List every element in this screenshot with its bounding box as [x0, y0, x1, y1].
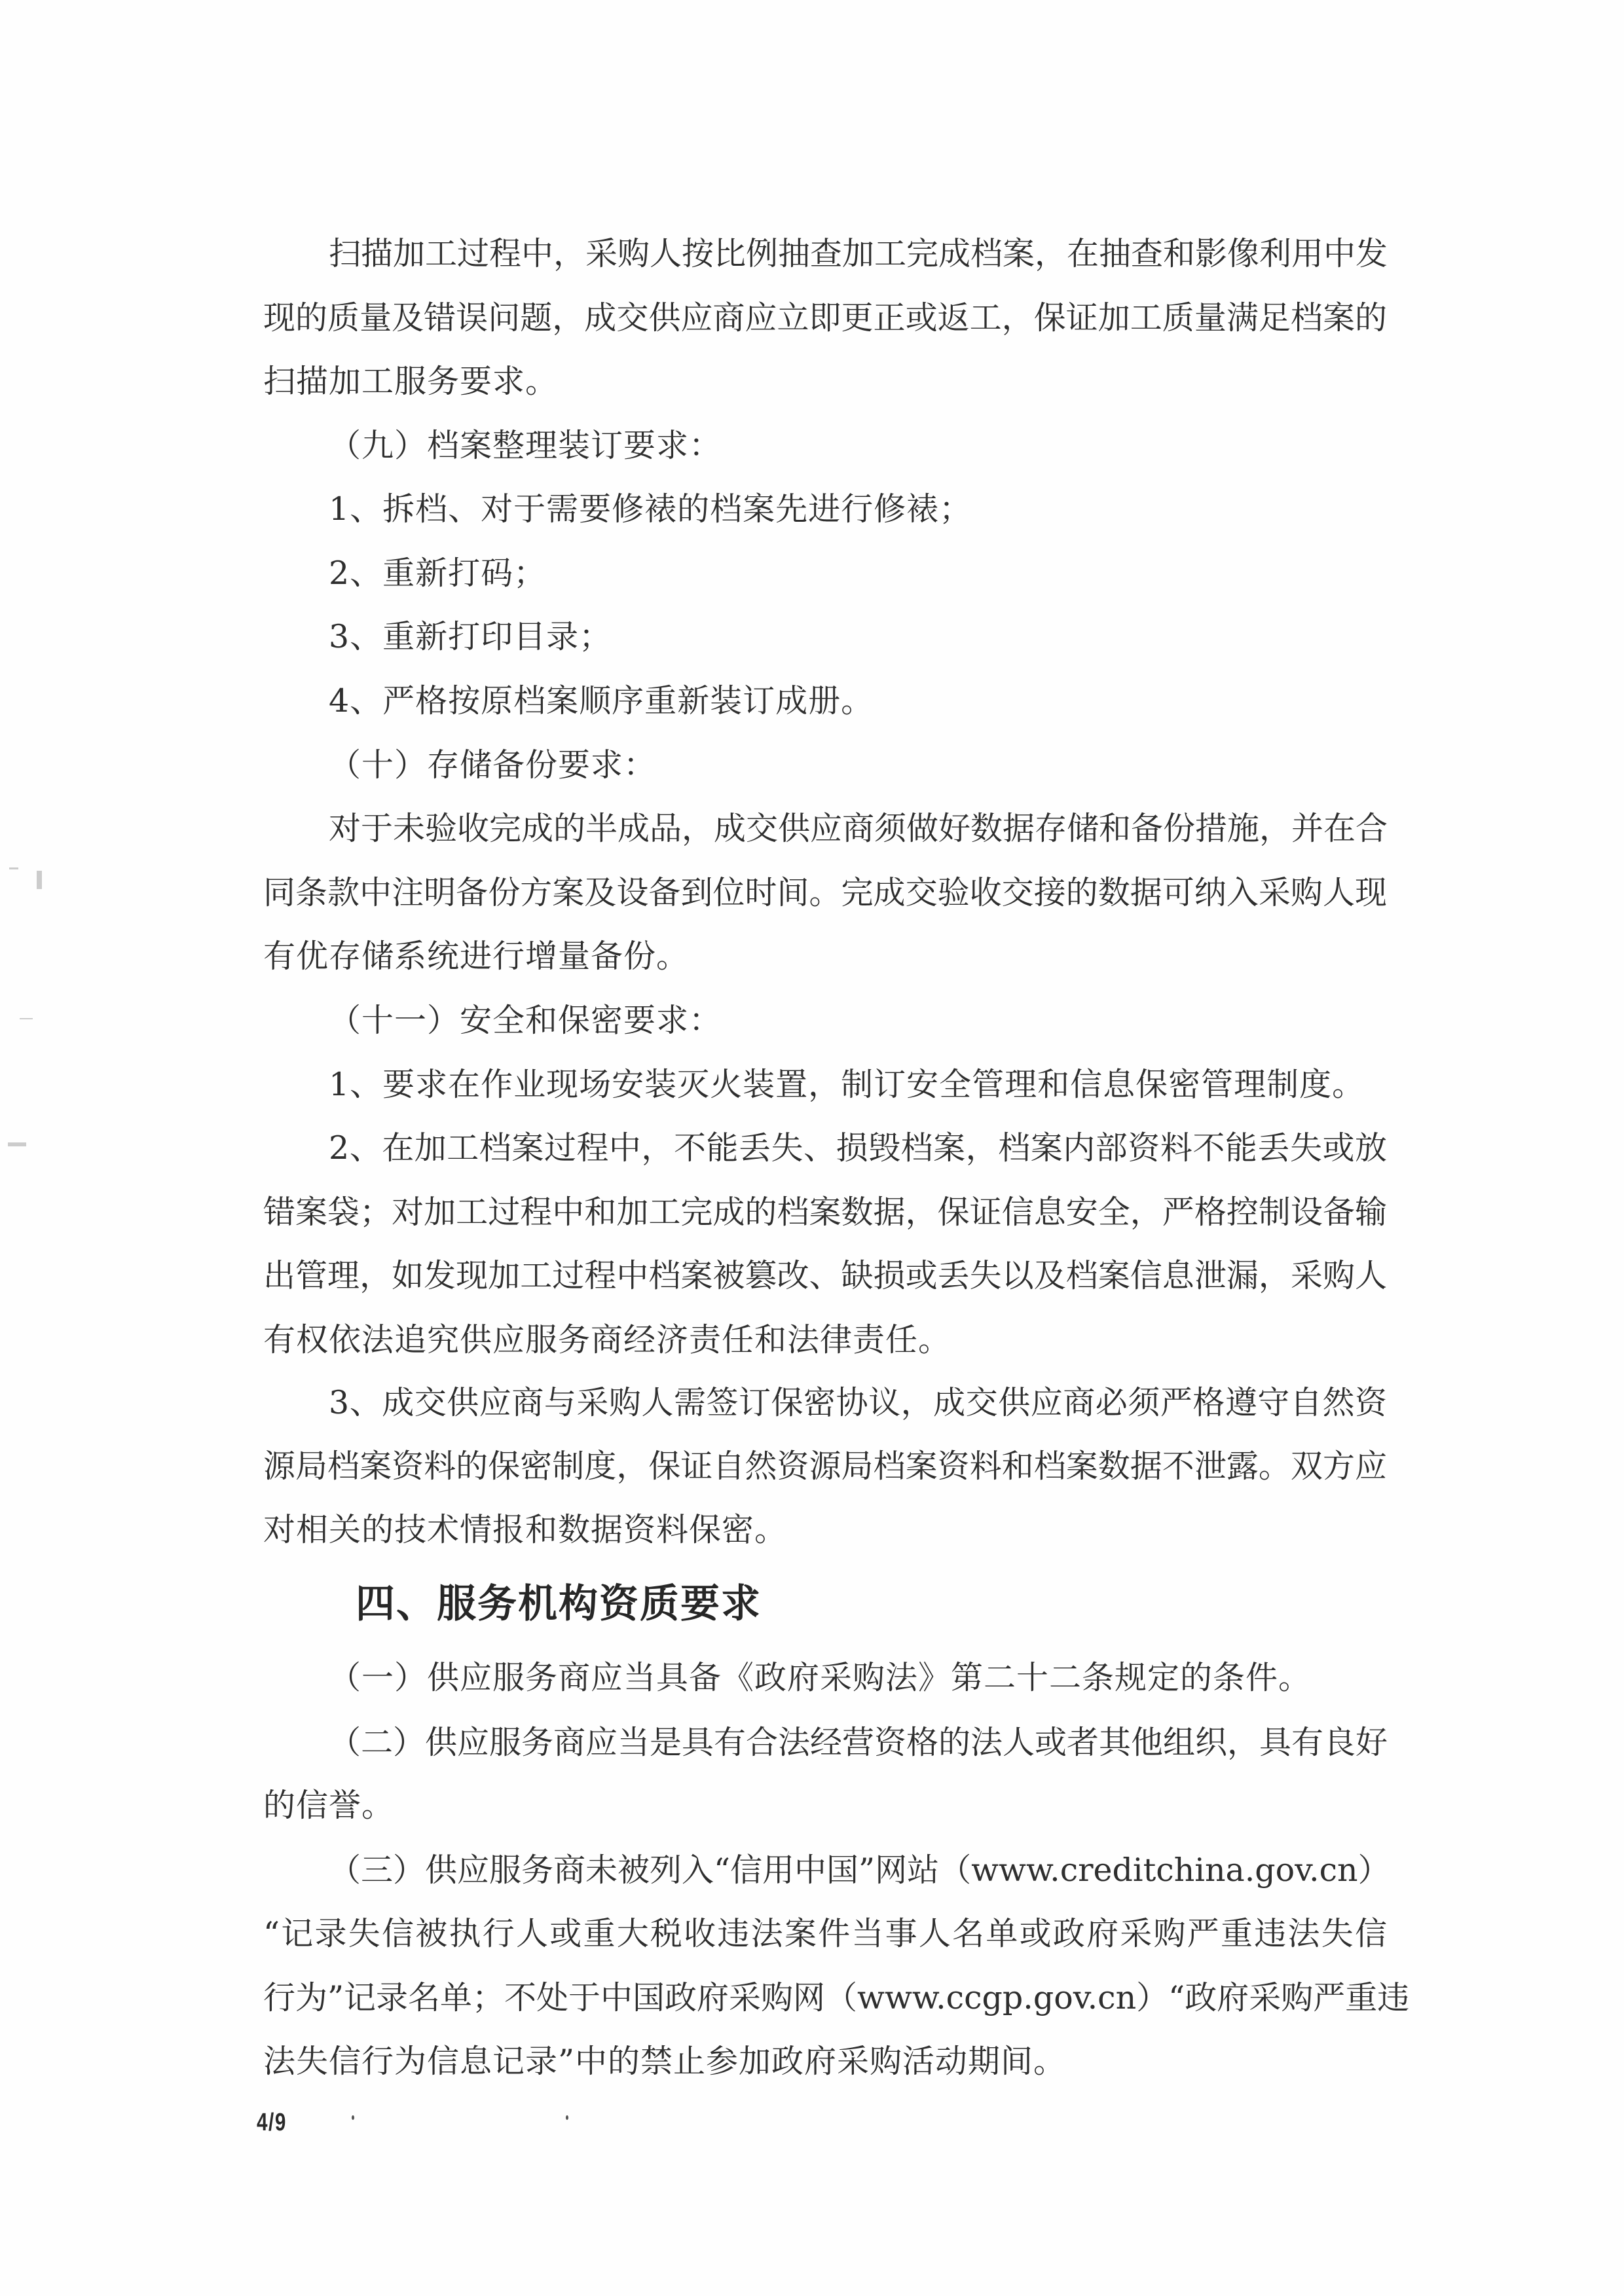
chapter-4-item-3-line-1: （三）供应服务商未被列入“信用中国”网站（www.creditchina.gov.cn） — [329, 1851, 1390, 1889]
chapter-4-item-3-line-2: “记录失信被执行人或重大税收违法案件当事人名单或政府采购严重违法失信 — [263, 1915, 1387, 1952]
section-11-title: （十一）安全和保密要求： — [329, 1002, 722, 1039]
chapter-4-heading: 四、服务机构资质要求 — [356, 1581, 762, 1627]
section-9-item-3: 3、重新打印目录； — [329, 618, 612, 655]
section-10-line-1: 对于未验收完成的半成品，成交供应商须做好数据存储和备份措施，并在合 — [329, 810, 1388, 847]
section-11-item-2-line-4: 有权依法追究供应服务商经济责任和法律责任。 — [263, 1321, 951, 1358]
section-10-title: （十）存储备份要求： — [329, 746, 657, 784]
section-10-line-3: 有优存储系统进行增量备份。 — [263, 938, 690, 975]
scan-smudge — [9, 867, 18, 869]
scan-smudge — [8, 1142, 26, 1146]
scan-smudge — [37, 871, 42, 889]
section-11-item-2-line-1: 2、在加工档案过程中，不能丢失、损毁档案，档案内部资料不能丢失或放 — [329, 1129, 1387, 1167]
scan-speck — [566, 2115, 568, 2120]
chapter-4-item-3-line-4: 法失信行为信息记录”中的禁止参加政府采购活动期间。 — [263, 2043, 1067, 2080]
section-11-item-1: 1、要求在作业现场安装灭火装置，制订安全管理和信息保密管理制度。 — [329, 1066, 1365, 1103]
section-11-item-3-line-1: 3、成交供应商与采购人需签订保密协议，成交供应商必须严格遵守自然资 — [329, 1384, 1387, 1421]
chapter-4-item-2-line-1: （二）供应服务商应当是具有合法经营资格的法人或者其他组织，具有良好 — [329, 1724, 1388, 1761]
page-number: 4/9 — [257, 2109, 287, 2136]
paragraph-scan-check-line-2: 现的质量及错误问题，成交供应商应立即更正或返工，保证加工质量满足档案的 — [263, 299, 1387, 337]
section-9-item-2: 2、重新打码； — [329, 555, 547, 592]
chapter-4-item-1: （一）供应服务商应当具备《政府采购法》第二十二条规定的条件。 — [329, 1659, 1312, 1696]
section-11-item-2-line-2: 错案袋；对加工过程中和加工完成的档案数据，保证信息安全，严格控制设备输 — [263, 1194, 1387, 1231]
paragraph-scan-check-line-1: 扫描加工过程中，采购人按比例抽查加工完成档案，在抽查和影像利用中发 — [329, 235, 1388, 272]
section-9-title: （九）档案整理装订要求： — [329, 427, 722, 464]
section-9-item-1: 1、拆档、对于需要修裱的档案先进行修裱； — [329, 490, 972, 528]
section-10-line-2: 同条款中注明备份方案及设备到位时间。完成交验收交接的数据可纳入采购人现 — [263, 874, 1387, 911]
scan-speck — [352, 2115, 354, 2120]
chapter-4-item-3-line-3: 行为”记录名单；不处于中国政府采购网（www.ccgp.gov.cn）“政府采购严重违 — [263, 1979, 1410, 2016]
chapter-4-item-2-line-2: 的信誉。 — [263, 1787, 395, 1824]
scan-smudge — [20, 1018, 33, 1019]
section-11-item-3-line-2: 源局档案资料的保密制度，保证自然资源局档案资料和档案数据不泄露。双方应 — [263, 1448, 1387, 1485]
section-9-item-4: 4、严格按原档案顺序重新装订成册。 — [329, 682, 874, 720]
section-11-item-3-line-3: 对相关的技术情报和数据资料保密。 — [263, 1511, 788, 1548]
section-11-item-2-line-3: 出管理，如发现加工过程中档案被篡改、缺损或丢失以及档案信息泄漏，采购人 — [263, 1257, 1387, 1294]
paragraph-scan-check-line-3: 扫描加工服务要求。 — [263, 363, 559, 400]
